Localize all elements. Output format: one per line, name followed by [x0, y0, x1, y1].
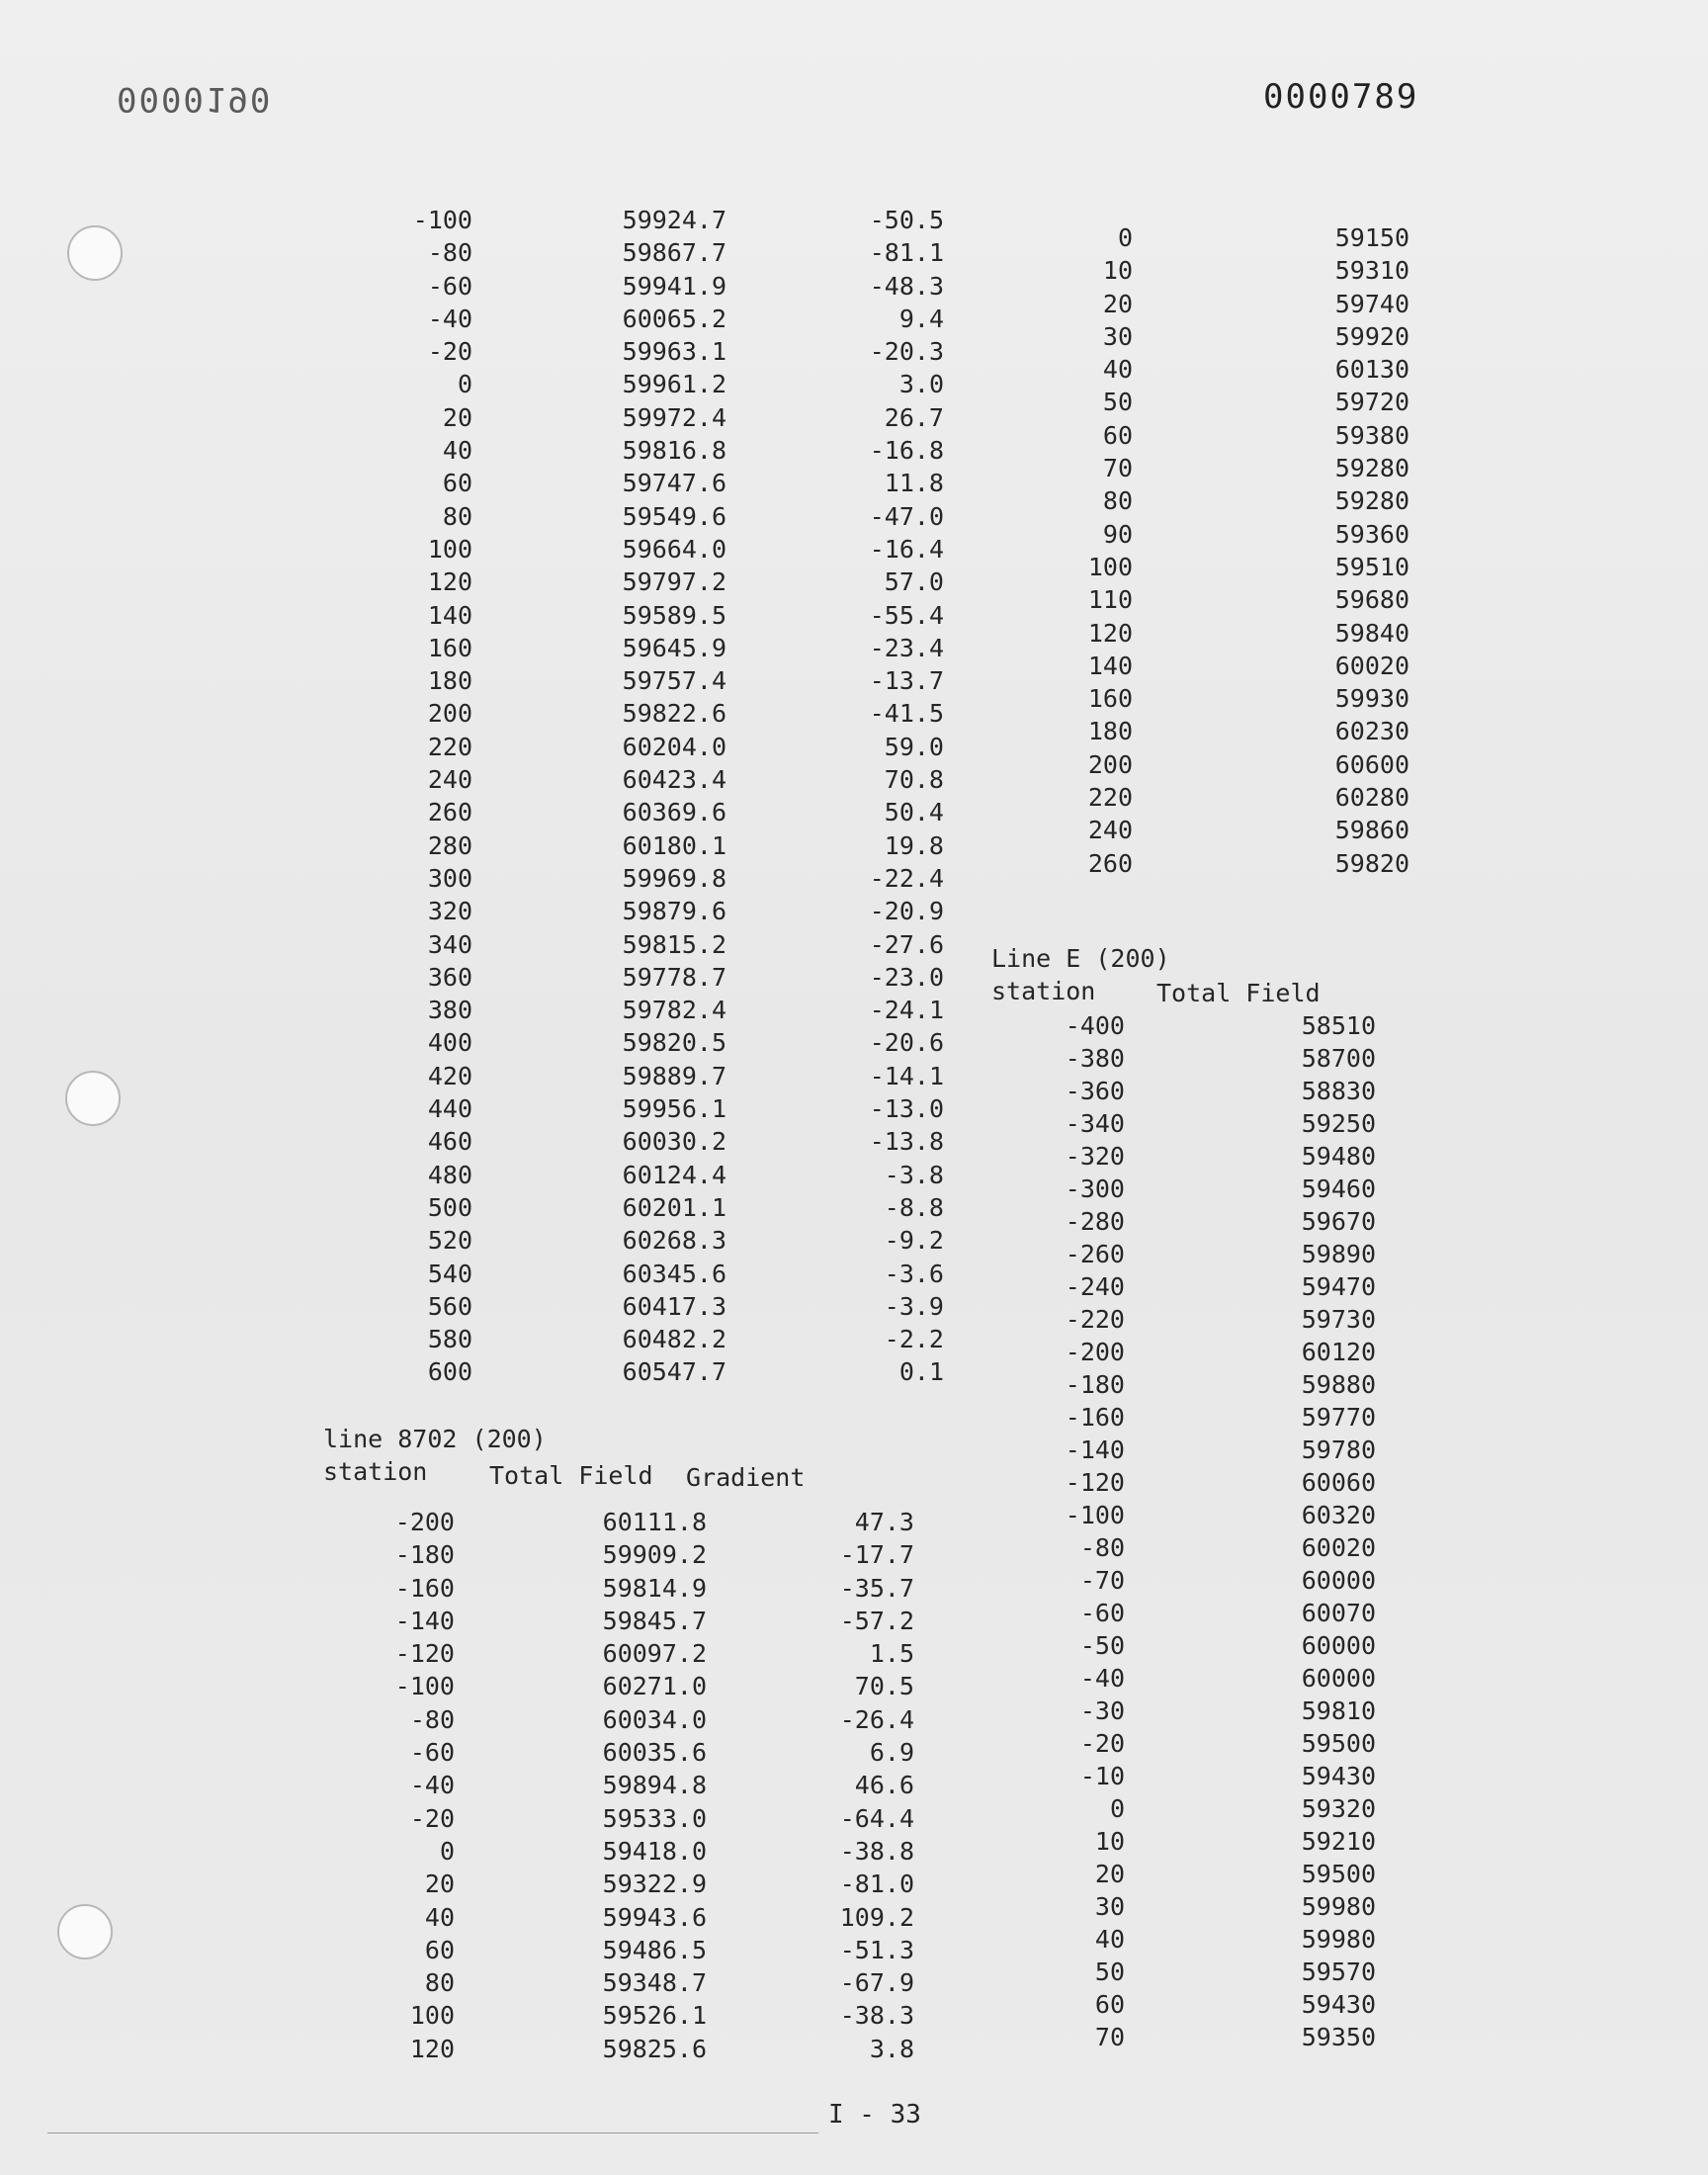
- gradient-cell: -3.9: [884, 1291, 944, 1321]
- station-cell: 400: [427, 1028, 472, 1058]
- gradient-cell: 19.8: [884, 830, 944, 860]
- station-cell: -100: [1065, 1501, 1125, 1529]
- total-field-cell: 59360: [1334, 519, 1409, 549]
- station-cell: -280: [1065, 1207, 1125, 1236]
- station-cell: 540: [427, 1259, 472, 1288]
- gradient-cell: 11.8: [884, 469, 944, 498]
- total-field-cell: 59430: [1301, 1990, 1376, 2019]
- total-field-cell: 60369.6: [622, 798, 726, 827]
- station-cell: 360: [427, 962, 472, 992]
- station-cell: -80: [409, 1704, 455, 1734]
- station-cell: -120: [394, 1639, 455, 1669]
- total-field-cell: 59880: [1301, 1370, 1376, 1399]
- gradient-cell: -8.8: [884, 1192, 944, 1222]
- station-cell: -340: [1065, 1109, 1125, 1138]
- total-field-cell: 59840: [1334, 618, 1409, 648]
- total-field-cell: 60417.3: [622, 1291, 726, 1321]
- station-cell: 160: [427, 633, 472, 662]
- station-cell: -20: [427, 337, 472, 367]
- station-cell: 240: [1087, 816, 1133, 845]
- station-cell: -80: [427, 238, 472, 268]
- gradient-cell: -26.4: [839, 1704, 914, 1734]
- mirrored-page-number: 0000190: [117, 79, 273, 119]
- station-cell: 320: [427, 897, 472, 926]
- total-field-cell: 60035.6: [602, 1738, 707, 1768]
- station-cell: 140: [1087, 651, 1133, 680]
- total-field-cell: 58830: [1301, 1077, 1376, 1105]
- station-cell: -380: [1065, 1044, 1125, 1073]
- gradient-cell: -47.0: [869, 501, 944, 531]
- station-cell: 340: [427, 929, 472, 959]
- total-field-cell: 59969.8: [622, 863, 726, 893]
- station-cell: -140: [394, 1606, 455, 1635]
- total-field-cell: 59280: [1334, 454, 1409, 483]
- gradient-cell: -51.3: [839, 1935, 914, 1964]
- station-cell: -20: [409, 1803, 455, 1833]
- total-field-cell: 60034.0: [602, 1704, 707, 1734]
- total-field-cell: 59150: [1334, 223, 1409, 252]
- total-field-cell: 59797.2: [622, 567, 726, 597]
- station-cell: -100: [412, 206, 472, 234]
- station-cell: -40: [1079, 1664, 1125, 1693]
- station-cell: -200: [394, 1508, 455, 1536]
- gradient-cell: 3.8: [869, 2034, 914, 2063]
- gradient-cell: 70.8: [884, 765, 944, 795]
- total-field-cell: 59418.0: [602, 1836, 707, 1866]
- table-title-line-8702: line 8702 (200): [323, 1425, 547, 1453]
- station-cell: 20: [424, 1870, 455, 1899]
- total-field-cell: 59930: [1334, 684, 1409, 714]
- total-field-cell: 60065.2: [622, 304, 726, 333]
- gradient-cell: -13.7: [869, 666, 944, 696]
- station-cell: 40: [442, 436, 472, 466]
- station-cell: 80: [1102, 486, 1133, 516]
- station-cell: 100: [427, 534, 472, 564]
- total-field-cell: 60097.2: [602, 1639, 707, 1669]
- station-cell: 260: [427, 798, 472, 827]
- total-field-cell: 60600: [1334, 749, 1409, 779]
- total-field-cell: 60124.4: [622, 1160, 726, 1189]
- page-footer: I - 33: [828, 2100, 921, 2130]
- header-total-field: Total Field: [1156, 979, 1321, 1007]
- station-cell: -220: [1065, 1305, 1125, 1334]
- station-cell: 110: [1087, 585, 1133, 615]
- station-cell: 50: [1102, 388, 1133, 417]
- station-cell: -70: [1079, 1566, 1125, 1595]
- station-cell: -160: [394, 1573, 455, 1603]
- station-cell: -180: [1065, 1370, 1125, 1399]
- station-cell: -240: [1065, 1272, 1125, 1301]
- station-cell: 440: [427, 1094, 472, 1124]
- gradient-cell: -23.4: [869, 633, 944, 662]
- total-field-cell: 60268.3: [622, 1226, 726, 1256]
- station-cell: -180: [394, 1540, 455, 1570]
- gradient-cell: -13.8: [869, 1127, 944, 1157]
- station-cell: 0: [1109, 1794, 1125, 1823]
- total-field-cell: 60000: [1301, 1664, 1376, 1693]
- gradient-cell: -48.3: [869, 271, 944, 301]
- gradient-cell: 3.0: [898, 370, 944, 399]
- station-cell: 40: [1094, 1925, 1125, 1954]
- station-cell: 420: [427, 1061, 472, 1090]
- total-field-cell: 59380: [1334, 420, 1409, 450]
- station-cell: 200: [427, 699, 472, 729]
- header-station: station: [991, 977, 1096, 1005]
- total-field-cell: 60030.2: [622, 1127, 726, 1157]
- total-field-cell: 59322.9: [602, 1870, 707, 1899]
- total-field-cell: 59943.6: [602, 1902, 707, 1932]
- total-field-cell: 60111.8: [602, 1508, 707, 1536]
- station-cell: 90: [1102, 519, 1133, 549]
- gradient-cell: -14.1: [869, 1061, 944, 1090]
- total-field-cell: 59822.6: [622, 699, 726, 729]
- gradient-cell: 47.3: [854, 1508, 914, 1536]
- gradient-cell: -13.0: [869, 1094, 944, 1124]
- total-field-cell: 60020: [1301, 1533, 1376, 1562]
- station-cell: 100: [1087, 552, 1133, 581]
- gradient-cell: 59.0: [884, 732, 944, 761]
- total-field-cell: 59480: [1301, 1142, 1376, 1171]
- station-cell: -10: [1079, 1762, 1125, 1790]
- station-cell: 20: [1094, 1860, 1125, 1888]
- total-field-cell: 59770: [1301, 1403, 1376, 1432]
- total-field-cell: 59549.6: [622, 501, 726, 531]
- total-field-cell: 59820.5: [622, 1028, 726, 1058]
- station-cell: 10: [1102, 256, 1133, 286]
- station-cell: -140: [1065, 1436, 1125, 1464]
- total-field-cell: 60482.2: [622, 1325, 726, 1354]
- total-field-cell: 59348.7: [602, 1968, 707, 1998]
- station-cell: -360: [1065, 1077, 1125, 1105]
- gradient-cell: -2.2: [884, 1325, 944, 1354]
- gradient-cell: -17.7: [839, 1540, 914, 1570]
- station-cell: 0: [439, 1836, 455, 1866]
- total-field-cell: 60180.1: [622, 830, 726, 860]
- station-cell: 600: [427, 1357, 472, 1387]
- total-field-cell: 60547.7: [622, 1357, 726, 1387]
- footer-rule: [47, 2132, 818, 2133]
- station-cell: 40: [424, 1902, 455, 1932]
- station-cell: 300: [427, 863, 472, 893]
- station-cell: -100: [394, 1672, 455, 1701]
- total-field-cell: 59526.1: [602, 2001, 707, 2031]
- total-field-cell: 59782.4: [622, 996, 726, 1025]
- station-cell: 120: [427, 567, 472, 597]
- station-cell: 220: [1087, 783, 1133, 813]
- station-cell: 240: [427, 765, 472, 795]
- gradient-cell: -81.0: [839, 1870, 914, 1899]
- station-cell: -30: [1079, 1696, 1125, 1725]
- total-field-cell: 59470: [1301, 1272, 1376, 1301]
- gradient-cell: -20.9: [869, 897, 944, 926]
- gradient-cell: 26.7: [884, 402, 944, 432]
- page-number: 0000789: [1263, 77, 1419, 117]
- total-field-cell: 59860: [1334, 816, 1409, 845]
- total-field-cell: 59210: [1301, 1827, 1376, 1856]
- total-field-cell: 59961.2: [622, 370, 726, 399]
- total-field-cell: 59920: [1334, 321, 1409, 351]
- station-cell: -40: [409, 1771, 455, 1800]
- total-field-cell: 58510: [1301, 1011, 1376, 1040]
- total-field-cell: 59815.2: [622, 929, 726, 959]
- total-field-cell: 59533.0: [602, 1803, 707, 1833]
- total-field-cell: 60204.0: [622, 732, 726, 761]
- station-cell: 80: [442, 501, 472, 531]
- total-field-cell: 59645.9: [622, 633, 726, 662]
- total-field-cell: 60020: [1334, 651, 1409, 680]
- total-field-cell: 59500: [1301, 1729, 1376, 1758]
- station-cell: 180: [1087, 717, 1133, 746]
- station-cell: 120: [409, 2034, 455, 2063]
- station-cell: -60: [427, 271, 472, 301]
- total-field-cell: 59825.6: [602, 2034, 707, 2063]
- total-field-cell: 60000: [1301, 1631, 1376, 1660]
- gradient-cell: -3.8: [884, 1160, 944, 1189]
- station-cell: 10: [1094, 1827, 1125, 1856]
- station-cell: 220: [427, 732, 472, 761]
- total-field-cell: 59941.9: [622, 271, 726, 301]
- station-cell: -40: [427, 304, 472, 333]
- binder-hole: [65, 1071, 121, 1126]
- station-cell: 60: [442, 469, 472, 498]
- station-cell: -260: [1065, 1240, 1125, 1268]
- gradient-cell: 0.1: [898, 1357, 944, 1387]
- gradient-cell: -24.1: [869, 996, 944, 1025]
- station-cell: 180: [427, 666, 472, 696]
- total-field-cell: 59680: [1334, 585, 1409, 615]
- total-field-cell: 59320: [1301, 1794, 1376, 1823]
- total-field-cell: 59890: [1301, 1240, 1376, 1268]
- total-field-cell: 59664.0: [622, 534, 726, 564]
- station-cell: -60: [409, 1738, 455, 1768]
- station-cell: 50: [1094, 1958, 1125, 1986]
- total-field-cell: 60070: [1301, 1599, 1376, 1627]
- station-cell: -160: [1065, 1403, 1125, 1432]
- station-cell: 580: [427, 1325, 472, 1354]
- total-field-cell: 59460: [1301, 1174, 1376, 1203]
- station-cell: 460: [427, 1127, 472, 1157]
- station-cell: 70: [1102, 454, 1133, 483]
- gradient-cell: 50.4: [884, 798, 944, 827]
- binder-hole: [67, 225, 123, 281]
- total-field-cell: 60201.1: [622, 1192, 726, 1222]
- station-cell: -120: [1065, 1468, 1125, 1497]
- gradient-cell: -38.3: [839, 2001, 914, 2031]
- total-field-cell: 59814.9: [602, 1573, 707, 1603]
- gradient-cell: -22.4: [869, 863, 944, 893]
- gradient-cell: -23.0: [869, 962, 944, 992]
- station-cell: 30: [1102, 321, 1133, 351]
- total-field-cell: 59963.1: [622, 337, 726, 367]
- total-field-cell: 59757.4: [622, 666, 726, 696]
- total-field-cell: 59486.5: [602, 1935, 707, 1964]
- total-field-cell: 59589.5: [622, 600, 726, 630]
- station-cell: 260: [1087, 848, 1133, 878]
- total-field-cell: 60000: [1301, 1566, 1376, 1595]
- total-field-cell: 59845.7: [602, 1606, 707, 1635]
- total-field-cell: 58700: [1301, 1044, 1376, 1073]
- gradient-cell: -20.6: [869, 1028, 944, 1058]
- total-field-cell: 60271.0: [602, 1672, 707, 1701]
- station-cell: 20: [442, 402, 472, 432]
- station-cell: 60: [424, 1935, 455, 1964]
- total-field-cell: 59956.1: [622, 1094, 726, 1124]
- total-field-cell: 59889.7: [622, 1061, 726, 1090]
- station-cell: 20: [1102, 289, 1133, 318]
- station-cell: 560: [427, 1291, 472, 1321]
- total-field-cell: 59747.6: [622, 469, 726, 498]
- station-cell: 60: [1094, 1990, 1125, 2019]
- total-field-cell: 59820: [1334, 848, 1409, 878]
- gradient-cell: -64.4: [839, 1803, 914, 1833]
- station-cell: -400: [1065, 1011, 1125, 1040]
- station-cell: 40: [1102, 355, 1133, 385]
- station-cell: -200: [1065, 1338, 1125, 1366]
- total-field-cell: 59500: [1301, 1860, 1376, 1888]
- gradient-cell: -3.6: [884, 1259, 944, 1288]
- total-field-cell: 60060: [1301, 1468, 1376, 1497]
- station-cell: 200: [1087, 749, 1133, 779]
- station-cell: 280: [427, 830, 472, 860]
- station-cell: 0: [457, 370, 472, 399]
- total-field-cell: 59894.8: [602, 1771, 707, 1800]
- station-cell: 70: [1094, 2023, 1125, 2051]
- station-cell: 80: [424, 1968, 455, 1998]
- total-field-cell: 60320: [1301, 1501, 1376, 1529]
- station-cell: 500: [427, 1192, 472, 1222]
- total-field-cell: 59310: [1334, 256, 1409, 286]
- total-field-cell: 59816.8: [622, 436, 726, 466]
- total-field-cell: 59780: [1301, 1436, 1376, 1464]
- total-field-cell: 59250: [1301, 1109, 1376, 1138]
- total-field-cell: 59778.7: [622, 962, 726, 992]
- total-field-cell: 59280: [1334, 486, 1409, 516]
- station-cell: -320: [1065, 1142, 1125, 1171]
- station-cell: 520: [427, 1226, 472, 1256]
- total-field-cell: 59740: [1334, 289, 1409, 318]
- station-cell: 160: [1087, 684, 1133, 714]
- total-field-cell: 59570: [1301, 1958, 1376, 1986]
- binder-hole: [57, 1904, 113, 1959]
- gradient-cell: -81.1: [869, 238, 944, 268]
- station-cell: 140: [427, 600, 472, 630]
- gradient-cell: -35.7: [839, 1573, 914, 1603]
- gradient-cell: -67.9: [839, 1968, 914, 1998]
- gradient-cell: -16.8: [869, 436, 944, 466]
- total-field-cell: 59924.7: [622, 206, 726, 234]
- gradient-cell: 109.2: [839, 1902, 914, 1932]
- total-field-cell: 59510: [1334, 552, 1409, 581]
- gradient-cell: -27.6: [869, 929, 944, 959]
- station-cell: -50: [1079, 1631, 1125, 1660]
- header-gradient: Gradient: [686, 1463, 806, 1492]
- total-field-cell: 59350: [1301, 2023, 1376, 2051]
- gradient-cell: 70.5: [854, 1672, 914, 1701]
- total-field-cell: 59670: [1301, 1207, 1376, 1236]
- gradient-cell: 57.0: [884, 567, 944, 597]
- gradient-cell: 1.5: [869, 1639, 914, 1669]
- total-field-cell: 59980: [1301, 1892, 1376, 1921]
- total-field-cell: 59909.2: [602, 1540, 707, 1570]
- station-cell: 100: [409, 2001, 455, 2031]
- gradient-cell: -50.5: [869, 206, 944, 234]
- gradient-cell: -41.5: [869, 699, 944, 729]
- station-cell: 380: [427, 996, 472, 1025]
- total-field-cell: 59730: [1301, 1305, 1376, 1334]
- header-total-field: Total Field: [489, 1461, 653, 1490]
- gradient-cell: -57.2: [839, 1606, 914, 1635]
- gradient-cell: -9.2: [884, 1226, 944, 1256]
- gradient-cell: -20.3: [869, 337, 944, 367]
- total-field-cell: 59980: [1301, 1925, 1376, 1954]
- gradient-cell: 9.4: [898, 304, 944, 333]
- total-field-cell: 59720: [1334, 388, 1409, 417]
- gradient-cell: -55.4: [869, 600, 944, 630]
- table-title-line-e: Line E (200): [991, 944, 1170, 973]
- total-field-cell: 59879.6: [622, 897, 726, 926]
- total-field-cell: 60423.4: [622, 765, 726, 795]
- total-field-cell: 60230: [1334, 717, 1409, 746]
- station-cell: 480: [427, 1160, 472, 1189]
- gradient-cell: -16.4: [869, 534, 944, 564]
- gradient-cell: -38.8: [839, 1836, 914, 1866]
- total-field-cell: 60120: [1301, 1338, 1376, 1366]
- station-cell: -20: [1079, 1729, 1125, 1758]
- station-cell: 0: [1117, 223, 1133, 252]
- total-field-cell: 60130: [1334, 355, 1409, 385]
- total-field-cell: 60345.6: [622, 1259, 726, 1288]
- header-station: station: [323, 1457, 428, 1486]
- station-cell: 60: [1102, 420, 1133, 450]
- total-field-cell: 60280: [1334, 783, 1409, 813]
- total-field-cell: 59972.4: [622, 402, 726, 432]
- total-field-cell: 59430: [1301, 1762, 1376, 1790]
- station-cell: -80: [1079, 1533, 1125, 1562]
- station-cell: -60: [1079, 1599, 1125, 1627]
- station-cell: 120: [1087, 618, 1133, 648]
- gradient-cell: 46.6: [854, 1771, 914, 1800]
- total-field-cell: 59810: [1301, 1696, 1376, 1725]
- station-cell: 30: [1094, 1892, 1125, 1921]
- gradient-cell: 6.9: [869, 1738, 914, 1768]
- total-field-cell: 59867.7: [622, 238, 726, 268]
- station-cell: -300: [1065, 1174, 1125, 1203]
